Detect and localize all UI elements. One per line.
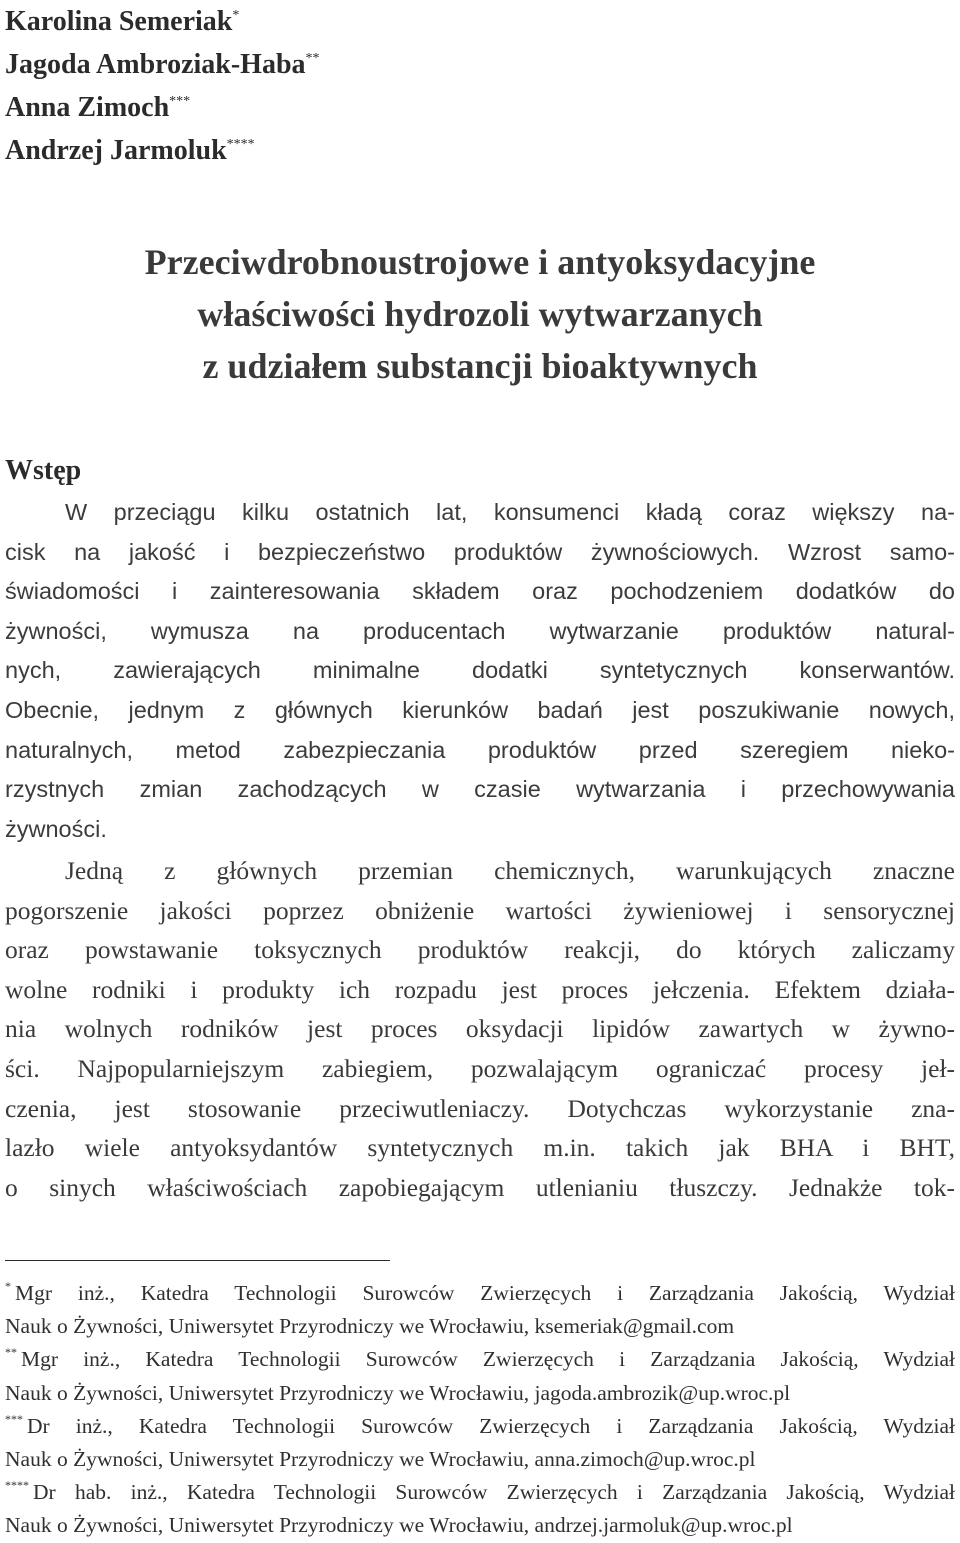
author-name xyxy=(5,129,605,172)
text-line: żywności, wymusza na producentach wytwarzanie produktów natural- xyxy=(5,617,955,644)
footnote-line xyxy=(5,1277,955,1310)
author-list xyxy=(5,0,605,172)
paper-title xyxy=(0,236,960,392)
text-line: naturalnych, metod zabezpieczania produktów przed szeregiem nieko- xyxy=(5,736,955,763)
author-name-text: Jagoda Ambroziak-Haba xyxy=(5,49,306,80)
footnote-mark: **** xyxy=(5,1478,29,1493)
footnote-mark: **** xyxy=(226,137,255,152)
footnote-mark: *** xyxy=(169,94,191,109)
footnotes xyxy=(5,1277,955,1543)
footnote-text: Mgr inż., Katedra Technologii Surowców Zwierzęcych i Zarządzania Jakością, Wydział xyxy=(21,1347,955,1372)
text-line: wolne rodniki i produkty ich rozpadu jest proces jełczenia. Efektem działa- xyxy=(5,974,955,1004)
title-line: Przeciwdrobnoustrojowe i antyoksydacyjne xyxy=(144,242,816,282)
author-name-text: Karolina Semeriak xyxy=(5,6,233,37)
footnote-line: Nauk o Żywności, Uniwersytet Przyrodniczy we Wrocławiu, ksemeriak@gmail.com xyxy=(5,1314,735,1339)
footnote-mark: *** xyxy=(5,1411,23,1426)
text-line: cisk na jakość i bezpieczeństwo produktów żywnościowych. Wzrost samo- xyxy=(5,538,955,565)
text-line: oraz powstawanie toksycznych produktów reakcji, do których zaliczamy xyxy=(5,935,955,965)
author-name xyxy=(5,86,605,129)
text-line: rzystnych zmian zachodzących w czasie wytwarzania i przechowywania xyxy=(5,776,955,803)
author-name-text: Anna Zimoch xyxy=(5,92,170,123)
author-name xyxy=(5,0,605,43)
paragraph-1 xyxy=(5,493,955,849)
footnote-line: Nauk o Żywności, Uniwersytet Przyrodniczy we Wrocławiu, anna.zimoch@up.wroc.pl xyxy=(5,1446,756,1471)
footnote-mark: * xyxy=(5,1279,11,1293)
text-line: lazło wiele antyoksydantów syntetycznych m.in. takich jak BHA i BHT, xyxy=(5,1133,955,1163)
footnote-line xyxy=(5,1476,955,1509)
footnote-line xyxy=(5,1343,955,1376)
footnote-separator xyxy=(5,1260,390,1261)
footnote-line: Nauk o Żywności, Uniwersytet Przyrodniczy we Wrocławiu, andrzej.jarmoluk@up.wroc.pl xyxy=(5,1513,793,1538)
section-heading: Wstęp xyxy=(5,455,82,486)
title-line: właściwości hydrozoli wytwarzanych xyxy=(197,294,763,334)
footnote-text: Mgr inż., Katedra Technologii Surowców Zwierzęcych i Zarządzania Jakością, Wydział xyxy=(15,1281,955,1305)
footnote-mark: ** xyxy=(305,51,320,66)
text-line: pogorszenie jakości poprzez obniżenie wartości żywieniowej i sensorycznej xyxy=(5,895,955,925)
footnote-text: Dr hab. inż., Katedra Technologii Surowców Zwierzęcych i Zarządzania Jakością, Wydział xyxy=(33,1480,955,1505)
footnote-mark: ** xyxy=(5,1345,17,1360)
footnote-line xyxy=(5,1410,955,1443)
footnote-mark: * xyxy=(232,8,240,23)
author-name xyxy=(5,43,605,86)
text-line: o sinych właściwościach zapobiegającym utlenianiu tłuszczy. Jednakże tok- xyxy=(5,1172,955,1202)
text-line: żywności. xyxy=(5,815,107,842)
author-name-text: Andrzej Jarmoluk xyxy=(5,135,227,166)
text-line: Jedną z głównych przemian chemicznych, warunkujących znaczne xyxy=(65,856,955,885)
footnote-text: Dr inż., Katedra Technologii Surowców Zwierzęcych i Zarządzania Jakością, Wydział xyxy=(27,1413,955,1438)
text-line: Obecnie, jednym z głównych kierunków badań jest poszukiwanie nowych, xyxy=(5,696,955,723)
footnote-line: Nauk o Żywności, Uniwersytet Przyrodniczy we Wrocławiu, jagoda.ambrozik@up.wroc.pl xyxy=(5,1380,791,1405)
text-line: ści. Najpopularniejszym zabiegiem, pozwalającym ograniczać procesy jeł- xyxy=(5,1053,955,1083)
text-line: czenia, jest stosowanie przeciwutleniaczy. Dotychczas wykorzystanie zna- xyxy=(5,1093,955,1123)
title-line: z udziałem substancji bioaktywnych xyxy=(202,346,758,386)
text-line: nych, zawierających minimalne dodatki syntetycznych konserwantów. xyxy=(5,657,955,684)
text-line: nia wolnych rodników jest proces oksydacji lipidów zawartych w żywno- xyxy=(5,1014,955,1044)
text-line: W przeciągu kilku ostatnich lat, konsumenci kładą coraz większy na- xyxy=(65,499,955,525)
paragraph-2 xyxy=(5,851,955,1207)
text-line: świadomości i zainteresowania składem oraz pochodzeniem dodatków do xyxy=(5,578,955,605)
